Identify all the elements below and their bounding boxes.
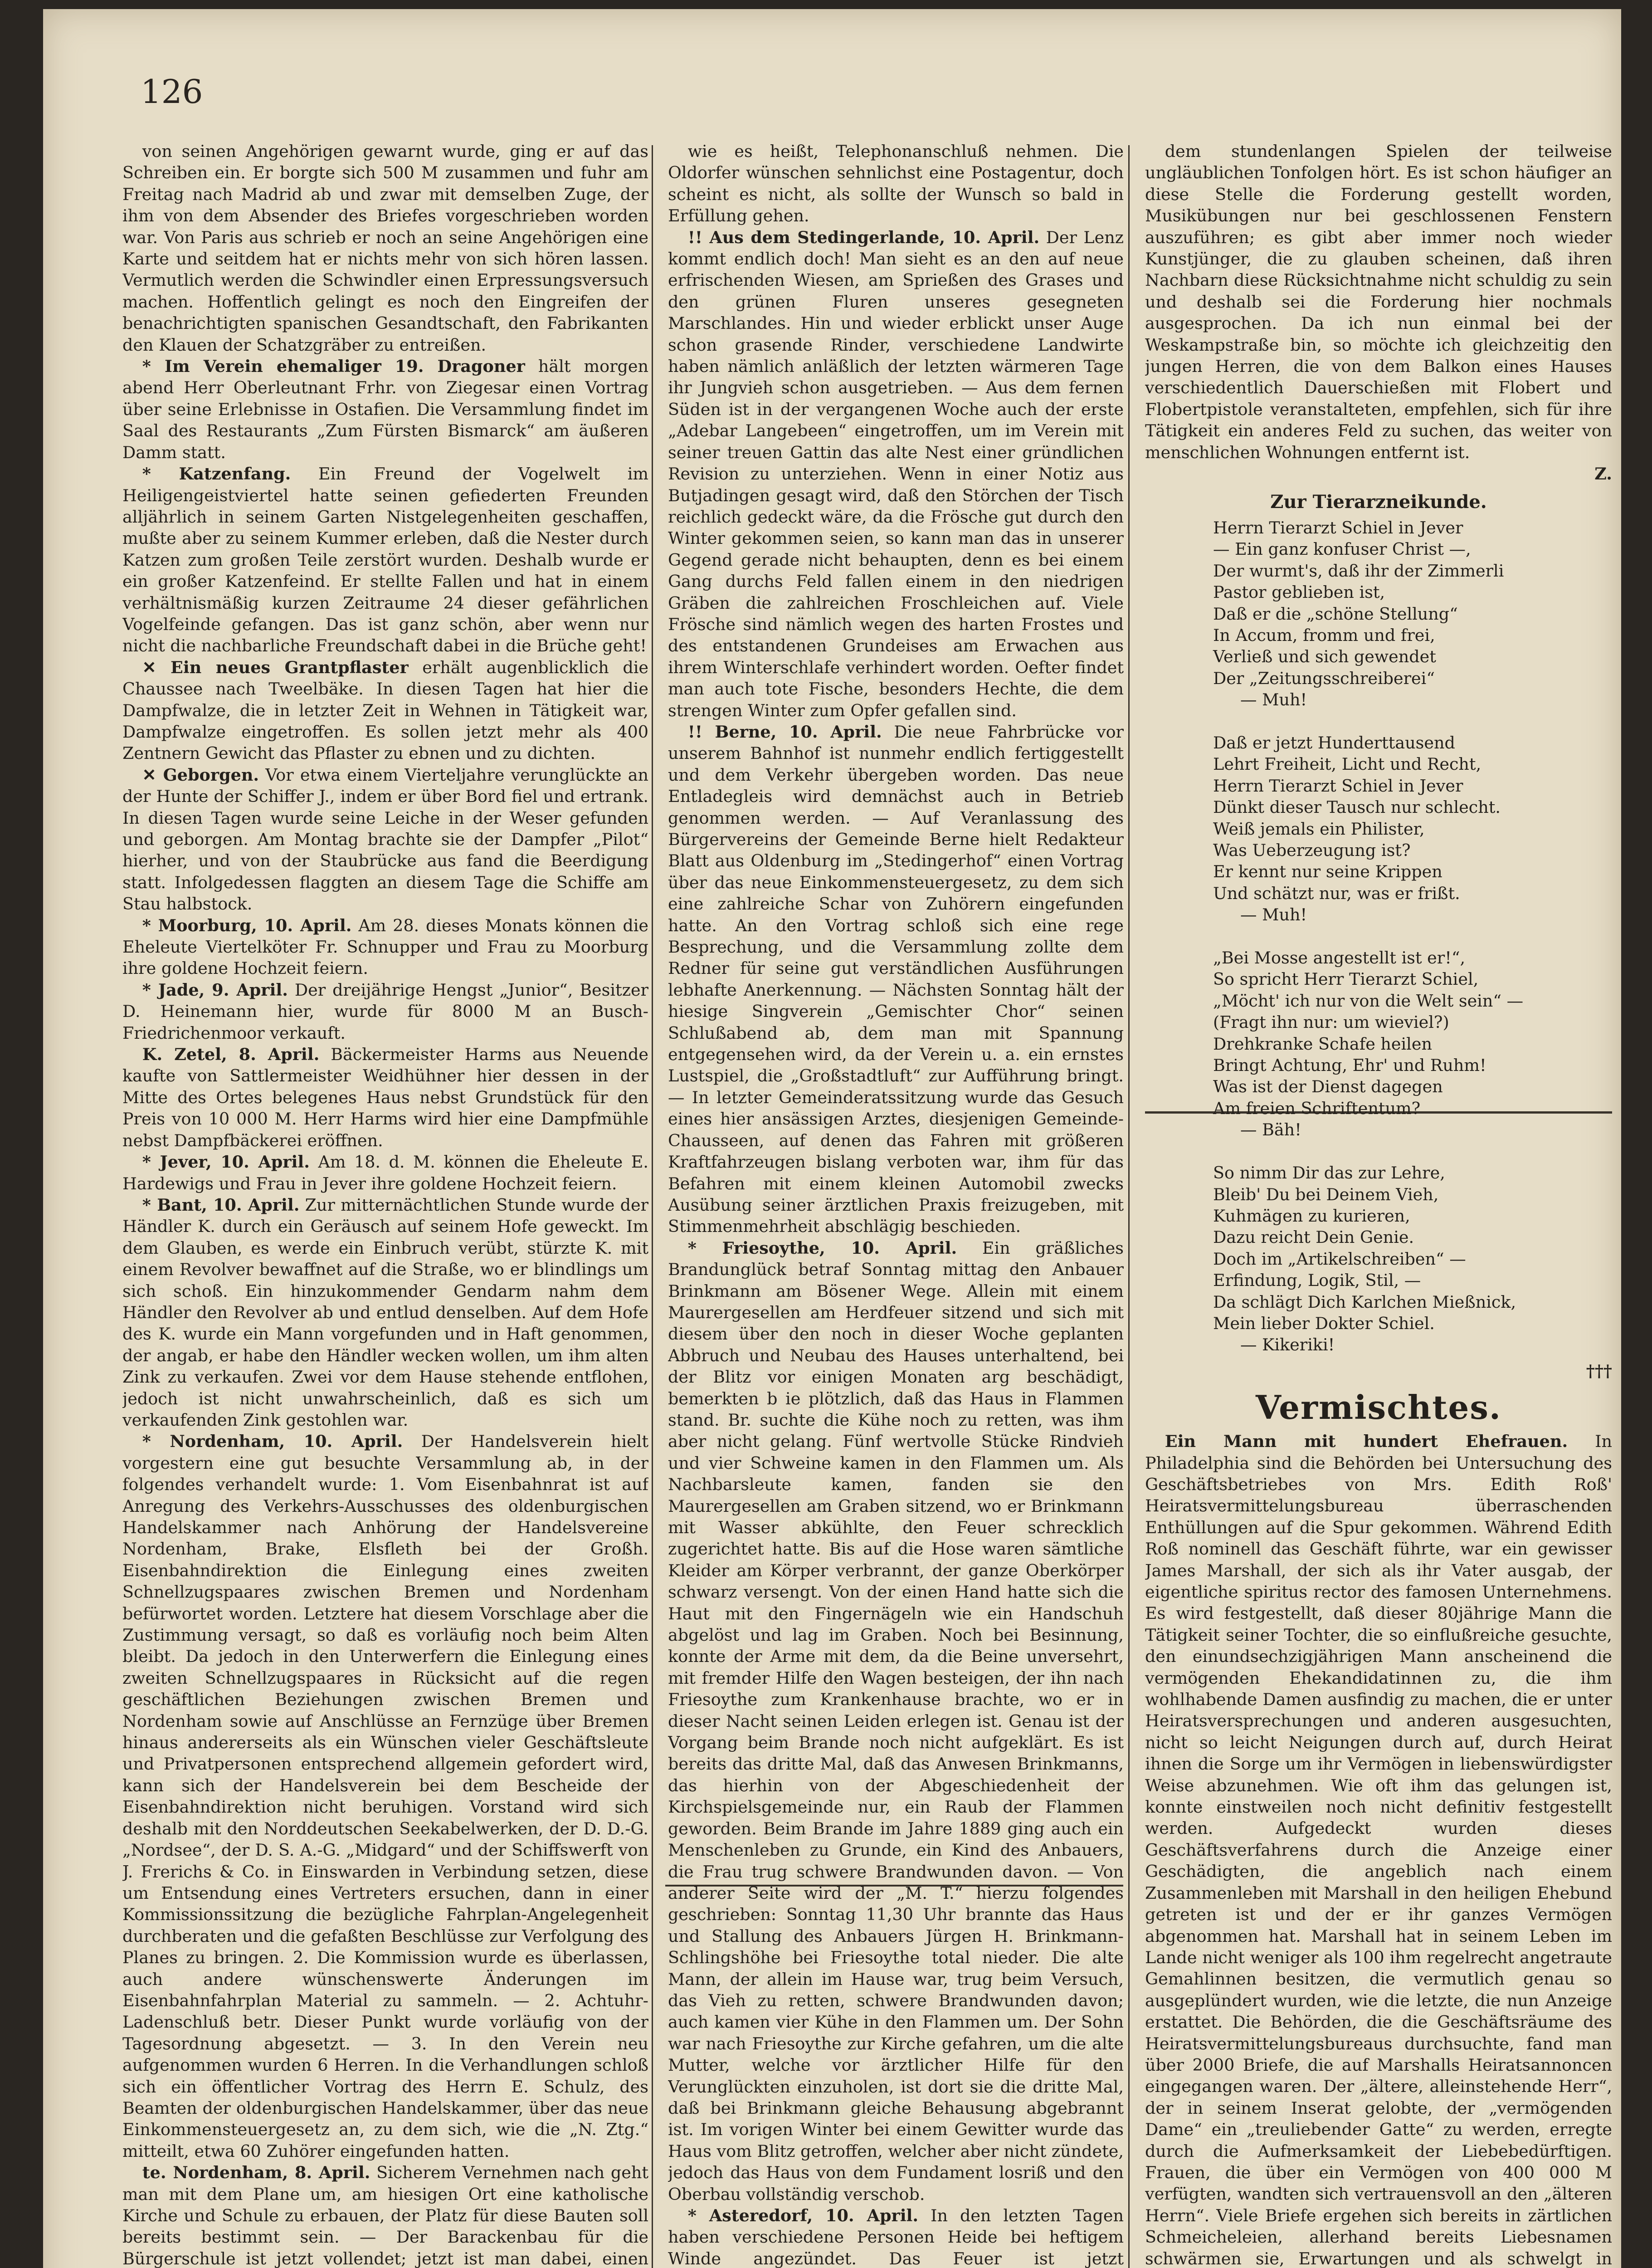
article-paragraph	[122, 2162, 648, 2268]
article-paragraph	[122, 356, 648, 463]
article-paragraph	[668, 141, 1124, 227]
article-text: Der Lenz kommt endlich doch! Man sieht es an den auf neue erfrischenden Wiesen, am Sprießen des Grases und den grünen Fluren unseres gesegneten Marschlandes. Hin und wieder erblickt unser Auge schon grasende Rinder, verschiedene Landwirte haben nämlich anläßlich der letzten wärmeren Tage ihr Jungvieh schon ausgetrieben. — Aus dem fernen Süden ist in der vergangenen Woche auch der erste „Adebar Langebeen“ eingetroffen, um im Verein mit seiner treuen Gattin das alte Nest einer gründlichen Revision zu unterziehen. Wenn in einer Notiz aus Butjadingen gesagt wird, daß den Störchen der Tisch reichlich gedeckt wäre, da die Frösche gut durch den Winter gekommen seien, so kann man das in unserer Gegend gerade nicht behaupten, denn es bei einem Gang durchs Feld fallen einem in den niedrigen Gräben die zahlreichen Froschleichen auf. Viele Frösche sind nämlich wegen des harten Frostes und des entstandenen Grundeises am Erwachen aus ihrem Winterschlafe verhindert worden. Oefter findet man auch tote Fische, besonders Hechte, die dem strengen Winter zum Opfer gefallen sind.	[668, 227, 1124, 720]
article-text: In Philadelphia sind die Behörden bei Untersuchung des Geschäftsbetriebes von Mrs. Edith Roß' Heiratsvermittelungsbureau überraschenden Enthüllungen auf die Spur gekommen. Während Edith Roß nominell das Geschäft führte, war ein gewisser James Marshall, der sich als ihr Vater ausgab, der eigentliche spiritus rector des famosen Unternehmens. Es wird festgestellt, daß dieser 80jährige Mann die Tätigkeit seiner Tochter, die so einflußreiche gesuchte, den einundsechzigjährigen Mann anscheinend die vermögenden Ehekandidatinnen zu, die ihm wohlhabende Damen ausfindig zu machen, die er unter Heiratsversprechungen und anderen ausgesuchten, nicht so leicht Neigungen durch auf, durch Heirat ihnen die Sorge um ihr Vermögen in liebenswürdigster Weise abzunehmen. Wie oft ihm das gelungen ist, konnte einstweilen noch nicht definitiv festgestellt werden. Aufgedeckt wurden dieses Geschäftsverfahrens durch die Anzeige einer Geschädigten, die angeblich nach einem Zusammenleben mit Marshall in den heiligen Ehebund getreten ist und der er ihr ganzes Vermögen abgenommen hat. Marshall hat in seinem Leben im Lande nicht weniger als 100 ihm regelrecht angetraute Gemahlinnen besitzen, die vermutlich genau so ausgeplündert wurden, wie die letzte, die nun Anzeige erstattet. Die Behörden, die die Geschäftsräume des Heiratsvermittelungsbureaus durchsuchte, fand man über 2000 Briefe, die auf Marshalls Heiratsannoncen eingegangen waren. Der „ältere, alleinstehende Herr“, der in seinem Inserat gelobte, der „vermögenden Dame“ ein „treuliebender Gatte“ zu werden, erregte durch die Aufmerksamkeit der Liebebedürftigen. Frauen, die über ein Vermögen von 400 000 M verfügten, wandten sich vertrauensvoll an den „älteren Herrn“. Viele Briefe ergehen sich bereits in zärtlichen Schmeicheleien, allerhand bereits Liebesnamen schwärmen sie, Erwartungen und als schwelgt in	[1145, 1432, 1612, 2268]
article-paragraph	[122, 1431, 648, 2162]
article-heading: !! Berne, 10. April.	[687, 722, 882, 742]
article-heading: * Jever, 10. April.	[142, 1152, 310, 1172]
poem-line: Was ist der Dienst dagegen	[1213, 1077, 1443, 1097]
poem-line: Bleib' Du bei Deinem Vieh,	[1213, 1184, 1439, 1204]
poem-line: Und schätzt nur, was er frißt.	[1213, 883, 1460, 903]
article-text: Der dreijährige Hengst „Junior“, Besitzer D. Heinemann hier, wurde für 8000 M an Busch-Friedrichenmoor verkauft.	[122, 980, 648, 1043]
article-text: Sicherem Vernehmen nach geht man mit dem Plane um, am hiesigen Ort eine katholische Kirche und Schule zu erbauen, der Platz für diese Bauten soll bereits bestimmt sein. — Der Barackenbau für die Bürgerschule ist jetzt vollendet; jetzt ist man dabei, einen	[122, 2163, 648, 2268]
article-paragraph	[668, 721, 1124, 1237]
article-heading: !! Aus dem Stedingerlande, 10. April.	[687, 227, 1040, 247]
article-text: Zur mitternächtlichen Stunde wurde der Händler K. durch ein Geräusch auf seinem Hofe geweckt. Im dem Glauben, es werde ein Einbruch verübt, stürzte K. mit einem Revolver bewaffnet auf die Straße, wo er blindlings um sich schoß. Ein hinzukommender Gendarm nahm dem Händler den Revolver ab und entlud denselben. Auf dem Hofe des K. wurde ein Mann vorgefunden und in Haft genommen, der angab, er habe den Händler wecken wollen, um ihm alten Zink zu verkaufen. Zwei vor dem Hause stehende entflohen, jedoch ist nicht unwahrscheinlich, daß es sich um verkaufenden Zink gestohlen war.	[122, 1195, 648, 1430]
poem-line: Verließ und sich gewendet	[1213, 647, 1436, 667]
article-heading: te. Nordenham, 8. April.	[142, 2163, 370, 2183]
poem-line: Am freien Schriftentum?	[1213, 1098, 1421, 1118]
article-heading: * Jade, 9. April.	[142, 980, 288, 1000]
poem-line: „Bei Mosse angestellt ist er!“,	[1213, 948, 1466, 968]
article-text: von seinen Angehörigen gewarnt wurde, ging er auf das Schreiben ein. Er borgte sich 500 M zusammen und fuhr am Freitag nach Madrid ab und zwar mit demselben Zuge, der ihm von dem Absender des Briefes vorgeschrieben worden war. Von Paris aus schrieb er noch an seine Angehörigen eine Karte und seitdem hat er nichts mehr von sich hören lassen. Vermutlich werden die Schwindler einen Erpressungsversuch machen. Hoffentlich gelingt es noch den Eingreifen der benachrichtigten spanischen Gesandtschaft, den Fabrikanten den Klauen der Schatzgräber zu entreißen.	[122, 142, 648, 355]
article-heading: ✕ Ein neues Grantpflaster	[142, 657, 409, 677]
article-text: erhält augenblicklich die Chaussee nach Tweelbäke. In diesen Tagen hat hier die Dampfwalze, die in letzter Zeit in Wehnen in Tätigkeit war, Dampfwalze eingetroffen. Es sollen jetzt mehr als 400 Zentnern Gewicht das Pflaster zu ebnen und zu dichten.	[122, 657, 648, 763]
article-paragraph	[122, 979, 648, 1044]
page-number: 126	[141, 73, 203, 111]
poem	[1145, 517, 1612, 1356]
article-text: Ein gräßliches Brandunglück betraf Sonntag mittag den Anbauer Brinkmann am Bösener Wege. Allein mit einem Maurergesellen am Herdfeuer sitzend und sich mit diesem über den noch in dieser Woche geplanten Abbruch und Neubau des Hauses unterhaltend, bei der Blitz vor einigen Monaten arg beschädigt, bemerkten b ie plötzlich, daß das Haus in Flammen stand. Br. suchte die Kühe noch zu retten, was ihm aber nicht gelang. Fünf wertvolle Stücke Rindvieh und vier Schweine kamen in den Flammen um. Als Nachbarsleute kamen, fanden sie den Maurergesellen am Graben sitzend, wo er Brinkmann mit Wasser abkühlte, den Feuer schrecklich zugerichtet hatte. Bis auf die Hose waren sämtliche Kleider am Körper verbrannt, der ganze Oberkörper schwarz versengt. Von der einen Hand hatte sich die Haut mit den Fingernägeln wie ein Handschuh abgelöst und lag im Graben. Noch bei Besinnung, konnte der Arme mit dem, da die Beine unversehrt, mit fremder Hilfe den Wagen besteigen, der ihn nach Friesoythe zum Krankenhause brachte, wo er in dieser Nacht seinen Leiden erlegen ist. Genau ist der Vorgang beim Brande noch nicht aufgeklärt. Es ist bereits das dritte Mal, daß das Anwesen Brinkmanns, das hierhin von der Abgeschiedenheit der Kirchspielsgemeinde nur, ein Raub der Flammen geworden. Beim Brande im Jahre 1889 ging auch ein Menschenleben zu Grunde, ein Kind des Anbauers, die Frau trug schwere Brandwunden davon. — Von anderer Seite wird der „M. T.“ hierzu folgendes geschrieben: Sonntag 11,30 Uhr brannte das Haus und Stallung des Anbauers Jürgen H. Brinkmann-Schlingshöhe bei Friesoythe total nieder. Die alte Mann, der allein im Hause war, trug beim Versuch, das Vieh zu retten, schwere Brandwunden davon; auch kamen vier Kühe in den Flammen um. Der Sohn war nach Friesoythe zur Kirche gefahren, um die alte Mutter, welche vor ärztlicher Hilfe für den Verunglückten einzuholen, ist dort sie die dritte Mal, daß bei Brinkmann gleiche Behausung abgebrannt ist. Im vorigen Winter bei einem Gewitter wurde das Haus vom Blitz getroffen, welcher aber nicht zündete, jedoch das Haus von dem Fundament losriß und den Oberbau vollständig verschob.	[668, 1238, 1124, 2204]
poem-line: So spricht Herr Tierarzt Schiel,	[1213, 969, 1479, 989]
article-paragraph	[668, 1237, 1124, 2205]
article-paragraph	[1145, 141, 1612, 463]
poem-line: — Kikeriki!	[1240, 1335, 1335, 1355]
article-heading: * Katzenfang.	[142, 464, 291, 484]
poem-line: Mein lieber Dokter Schiel.	[1213, 1313, 1435, 1333]
article-paragraph	[122, 915, 648, 979]
poem-line: Kuhmägen zu kurieren,	[1213, 1206, 1410, 1226]
article-paragraph	[122, 1194, 648, 1431]
article-paragraph	[668, 227, 1124, 721]
article-paragraph	[668, 2205, 1124, 2268]
article-heading: Ein Mann mit hundert Ehefrauen.	[1165, 1432, 1568, 1452]
poem-line	[1213, 926, 1612, 947]
article-paragraph	[122, 657, 648, 764]
column-1	[122, 141, 648, 2268]
article-paragraph	[122, 463, 648, 657]
poem-line: Dünkt dieser Tausch nur schlecht.	[1213, 797, 1501, 817]
article-text: dem stundenlangen Spielen der teilweise ungläublichen Tonfolgen hört. Es ist schon häufiger an diese Stelle die Forderung gestellt worden, Musikübungen nur bei geschlossenen Fenstern auszuführen; es gibt aber immer noch wieder Kunstjünger, die zu glauben scheinen, daß ihren Nachbarn diese Rücksichtnahme nicht schuldig zu sein und deshalb sei die Forderung hier nochmals ausgesprochen. Da ich nun einmal bei der Weskampstraße bin, so möchte ich gleichzeitig den jungen Herren, die von dem Balkon eines Hauses verschiedentlich Dauerschießen mit Flobert und Flobertpistole veranstalteten, empfehlen, sich für ihre Tätigkeit ein anderes Feld zu suchen, das weiter von menschlichen Wohnungen entfernt ist.	[1145, 142, 1612, 462]
poem-line: Pastor geblieben ist,	[1213, 582, 1385, 602]
article-text: Die neue Fahrbrücke vor unserem Bahnhof ist nunmehr endlich fertiggestellt und dem Verkehr übergeben worden. Das neue Entladegleis wird demnächst auch in Betrieb genommen werden. — Auf Veranlassung des Bürgervereins der Gemeinde Berne hielt Redakteur Blatt aus Oldenburg im „Stedingerhof“ einen Vortrag über das neue Einkommensteuergesetz, zu dem sich eine zahlreiche Schar von Zuhörern eingefunden hatte. An den Vortrag schloß sich eine rege Besprechung, und die Versammlung zollte dem Redner für seine gut verständlichen Ausführungen lebhafte Anerkennung. — Nächsten Sonntag hält der hiesige Singverein „Gemischter Chor“ seinen Schlußabend ab, dem man mit Spannung entgegensehen wird, da der Verein u. a. ein ernstes Lustspiel, die „Großstadtluft“ zur Aufführung bringt. — In letzter Gemeinderatssitzung wurde das Gesuch eines hier ansässigen Arztes, diesjenigen Gemeinde-Chausseen, auf denen das Fahren mit größeren Kraftfahrzeugen bislang verboten war, ihm für das Befahren mit einem kleinen Automobil zwecks Ausübung seiner ärztlichen Praxis freizugeben, mit Stimmenmehrheit abschlägig beschieden.	[668, 722, 1124, 1237]
section-title: Vermischtes.	[1256, 1388, 1501, 1427]
poem-line: „Möcht' ich nur von die Welt sein“ —	[1213, 991, 1524, 1011]
poem-line: So nimm Dir das zur Lehre,	[1213, 1163, 1445, 1183]
poem-line: Da schlägt Dich Karlchen Mießnick,	[1213, 1292, 1516, 1312]
article-paragraph	[122, 141, 648, 356]
poem-line: Herrn Tierarzt Schiel in Jever	[1213, 776, 1463, 796]
article-text: wie es heißt, Telephonanschluß nehmen. Die Oldorfer wünschen sehnlichst eine Postagentur, doch scheint es nicht, als sollte der Wunsch so bald in Erfüllung gehen.	[668, 142, 1124, 226]
poem-line: In Accum, fromm und frei,	[1213, 625, 1435, 645]
poem-line: Dazu reicht Dein Genie.	[1213, 1227, 1414, 1247]
signature: †††	[1586, 1361, 1612, 1381]
poem-line: Was Ueberzeugung ist?	[1213, 841, 1411, 860]
column-rule-1	[652, 145, 653, 2268]
poem-line: — Muh!	[1240, 690, 1307, 710]
article-paragraph	[1145, 1431, 1612, 2268]
poem-line: Erfindung, Logik, Stil, —	[1213, 1271, 1421, 1290]
poem-line: — Ein ganz konfuser Christ —,	[1213, 539, 1471, 559]
article-text: Bäckermeister Harms aus Neuende kaufte von Sattlermeister Weidhühner hier dessen in der Mitte des Ortes belegenes Haus nebst Grundstück für den Preis von 10 000 M. Herr Harms wird hier eine Dampfmühle nebst Dampfbäckerei eröffnen.	[122, 1045, 648, 1150]
article-heading: * Friesoythe, 10. April.	[687, 1238, 957, 1258]
article-heading: * Moorburg, 10. April.	[142, 915, 352, 935]
poem-line: Doch im „Artikelschreiben“ —	[1213, 1249, 1466, 1269]
poem-line	[1213, 1141, 1612, 1162]
article-paragraph	[122, 1044, 648, 1151]
article-heading: * Nordenham, 10. April.	[142, 1432, 403, 1452]
poem-line: (Fragt ihn nur: um wieviel?)	[1213, 1012, 1449, 1032]
newspaper-page	[43, 9, 1621, 2268]
article-paragraph	[122, 1151, 648, 1194]
article-text: Der Handelsverein hielt vorgestern eine gut besuchte Versammlung ab, in der folgendes verhandelt wurde: 1. Vom Eisenbahnrat ist auf Anregung des Verkehrs-Ausschusses des oldenburgischen Handelskammer nach Anhörung der Handelsvereine Nordenham, Brake, Elsfleth bei der Großh. Eisenbahndirektion die Einlegung eines zweiten Schnellzugspaares zwischen Bremen und Nordenham befürwortet worden. Letztere hat diesem Vorschlage aber die Zustimmung versagt, so daß es vorläufig noch beim Alten bleibt. Da jedoch in den Unterwerfern die Einlegung eines zweiten Schnellzugspaares in Rücksicht auf die regen geschäftlichen Beziehungen zwischen Bremen und Nordenham sowie auf Anschlüsse an Fernzüge über Bremen hinaus andererseits als ein Wünschen vieler Geschäftsleute und Privatpersonen entsprechend allgemein gefordert wird, kann sich der Handelsverein bei dem Bescheide der Eisenbahndirektion nicht beruhigen. Vorstand wird sich deshalb mit den Norddeutschen Seekabelwerken, der D. D.-G. „Nordsee“, der D. S. A.-G. „Midgard“ und der Schiffswerft von J. Frerichs & Co. in Einswarden in Verbindung setzen, diese um Entsendung eines Vertreters ersuchen, dann in einer Kommissionssitzung die bezügliche Fahrplan-Angelegenheit durchberaten und die gefaßten Beschlüsse zur Verfolgung des Planes zu bringen. 2. Die Kommission wurde es überlassen, auch andere wünschenswerte Änderungen im Eisenbahnfahrplan Material zu sammeln. — 2. Achtuhr-Ladenschluß betr. Dieser Punkt wurde vorläufig von der Tagesordnung abgesetzt. — 3. In den Verein neu aufgenommen wurden 6 Herren. In die Verhandlungen schloß sich ein öffentlicher Vortrag des Herrn E. Schulz, des Beamten der oldenburgischen Handelskammer, über das neue Einkommensteuergesetz an, zu dem sich, wie die „N. Ztg.“ mitteilt, etwa 60 Zuhörer eingefunden hatten.	[122, 1432, 648, 2161]
poem-line: Weiß jemals ein Philister,	[1213, 819, 1425, 839]
poem-line: Daß er jetzt Hunderttausend	[1213, 733, 1455, 753]
poem-line: Der wurmt's, daß ihr der Zimmerli	[1213, 561, 1504, 581]
article-text: Am 28. dieses Monats können die Eheleute Viertelköter Fr. Schnupper und Frau zu Moorburg ihre goldene Hochzeit feiern.	[122, 915, 648, 978]
column-rule-2	[1128, 145, 1130, 2268]
article-text: In den letzten Tagen haben verschiedene Personen Heide bei heftigem Winde angezündet. Das Feuer ist jetzt	[668, 2206, 1124, 2268]
poem-line: Daß er die „schöne Stellung“	[1213, 604, 1458, 624]
poem-line: Lehrt Freiheit, Licht und Recht,	[1213, 754, 1481, 774]
poem-line: Er kennt nur seine Krippen	[1213, 862, 1442, 882]
article-heading: * Asteredorf, 10. April.	[687, 2206, 919, 2225]
poem-line: — Muh!	[1240, 905, 1307, 925]
column-2	[668, 141, 1124, 2268]
poem-line: Bringt Achtung, Ehr' und Ruhm!	[1213, 1056, 1486, 1075]
article-heading: ✕ Geborgen.	[142, 765, 259, 785]
poem-line: Drehkranke Schafe heilen	[1213, 1034, 1432, 1054]
article-text: Am 18. d. M. können die Eheleute E. Hardewigs und Frau in Jever ihre goldene Hochzeit feiern.	[122, 1152, 648, 1193]
signature: Z.	[1594, 464, 1612, 484]
poem-line: — Bäh!	[1240, 1120, 1301, 1140]
article-text: Ein Freund der Vogelwelt im Heiligengeistviertel hatte seinen gefiederten Freunden alljährlich in seinem Garten Nistgelegenheiten geschaffen, mußte aber zu seinem Kummer erleben, daß die Nester durch Katzen zum großen Teile zerstört wurden. Deshalb wurde er ein großer Katzenfeind. Er stellte Fallen und hat in einem verhältnismäßig kurzen Zeitraume 24 dieser gefährlichen Vogelfeinde gefangen. Das ist ganz schön, aber wenn nur nicht die nachbarliche Freundschaft dabei in die Brüche geht!	[122, 464, 648, 656]
article-heading: * Im Verein ehemaliger 19. Dragoner	[142, 357, 525, 376]
sub-heading: Zur Tierarzneikunde.	[1270, 491, 1487, 513]
article-text: Vor etwa einem Vierteljahre verunglückte an der Hunte der Schiffer J., indem er über Bord fiel und ertrank. In diesen Tagen wurde seine Leiche in der Weser gefunden und geborgen. Am Montag brachte sie der Dampfer „Pilot“ hierher, und von der Staubrücke aus fand die Beerdigung statt. Infolgedessen flaggten an diesem Tage die Schiffe am Stau halbstock.	[122, 765, 648, 914]
poem-line	[1213, 711, 1612, 732]
article-paragraph	[122, 764, 648, 915]
poem-line: Herrn Tierarzt Schiel in Jever	[1213, 518, 1463, 538]
article-heading: K. Zetel, 8. April.	[142, 1045, 320, 1065]
article-text: hält morgen abend Herr Oberleutnant Frhr. von Ziegesar einen Vortrag über seine Erlebnisse in Ostafien. Die Versammlung findet im Saal des Restaurants „Zum Fürsten Bismarck“ am äußeren Damm statt.	[122, 357, 648, 462]
column-3	[1145, 141, 1612, 2268]
article-heading: * Bant, 10. April.	[142, 1195, 300, 1215]
poem-line: Der „Zeitungsschreiberei“	[1213, 668, 1435, 688]
